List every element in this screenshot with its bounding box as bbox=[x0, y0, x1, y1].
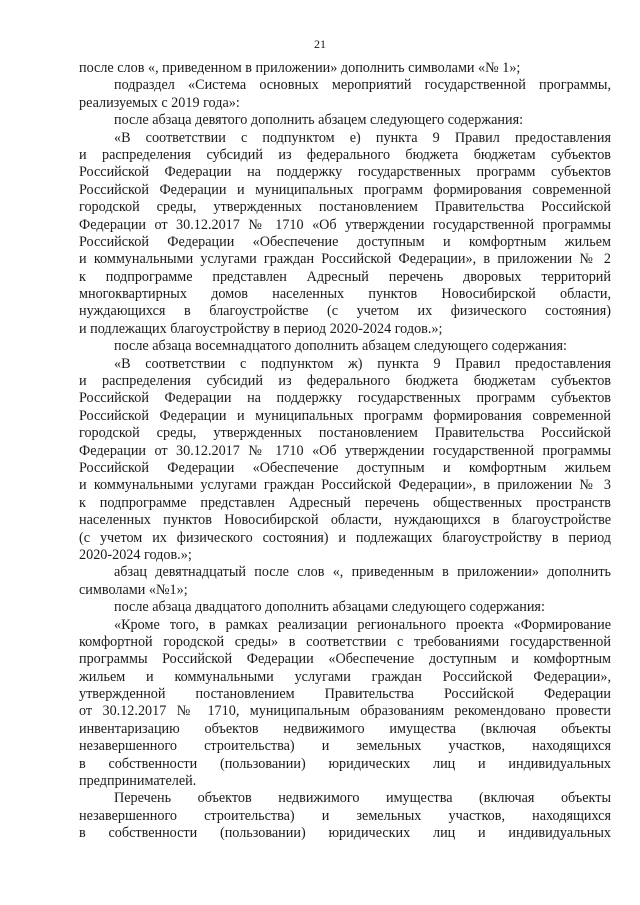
text-line: после абзаца восемнадцатого дополнить абзацем следующего содержания: bbox=[114, 338, 567, 355]
text-line: к подпрограмме представлен Адресный перечень дворовых территорий bbox=[79, 268, 611, 285]
text-line: городской среды, утвержденных постановлением Правительства Российской bbox=[79, 199, 611, 216]
text-line: Российской Федерации и муниципальных программ формирования современной bbox=[79, 181, 611, 198]
text-line: Российской Федерации «Обеспечение доступным и комфортным жильем bbox=[79, 459, 611, 476]
text-line: Федерации от 30.12.2017 № 1710 «Об утверждении государственной программы bbox=[79, 442, 611, 459]
document-body bbox=[79, 60, 611, 843]
text-line: и распределения субсидий из федерального бюджета бюджетам субъектов bbox=[79, 146, 611, 163]
text-line: жильем и коммунальными услугами граждан Российской Федерации», bbox=[79, 668, 611, 685]
text-line: после абзаца двадцатого дополнить абзацами следующего содержания: bbox=[114, 599, 545, 616]
text-line: «Кроме того, в рамках реализации регионального проекта «Формирование bbox=[114, 616, 611, 633]
text-line: от 30.12.2017 № 1710, муниципальным образованиям рекомендовано провести bbox=[79, 703, 611, 720]
text-line: символами «№1»; bbox=[79, 581, 188, 598]
text-line: реализуемых с 2019 года»: bbox=[79, 94, 240, 111]
text-line: комфортной городской среды» в соответствии с требованиями государственной bbox=[79, 633, 611, 650]
page-number: 21 bbox=[314, 37, 326, 51]
text-line: и подлежащих благоустройству в период 2020-2024 годов.»; bbox=[79, 320, 443, 337]
text-line: программы Российской Федерации «Обеспечение доступным и комфортным bbox=[79, 651, 611, 668]
text-line: и коммунальными услугами граждан Российской Федерации», в приложении № 2 bbox=[79, 251, 611, 268]
text-line: подраздел «Система основных мероприятий государственной программы, bbox=[114, 77, 611, 94]
text-line: (с учетом их физического состояния) и подлежащих благоустройству в период bbox=[79, 529, 611, 546]
text-line: Российской Федерации на поддержку государственных программ субъектов bbox=[79, 164, 611, 181]
text-line: незавершенного строительства) и земельных участков, находящихся bbox=[79, 738, 611, 755]
text-line: незавершенного строительства) и земельных участков, находящихся bbox=[79, 807, 611, 824]
text-line: после слов «, приведенном в приложении» дополнить символами «№ 1»; bbox=[79, 60, 521, 76]
text-line: после абзаца девятого дополнить абзацем следующего содержания: bbox=[114, 112, 524, 129]
text-line: Российской Федерации «Обеспечение доступным и комфортным жильем bbox=[79, 233, 611, 250]
text-line: к подпрограмме представлен Адресный перечень общественных пространств bbox=[79, 494, 611, 511]
text-line: инвентаризацию объектов недвижимого имущества (включая объекты bbox=[79, 720, 611, 737]
text-line: «В соответствии с подпунктом е) пункта 9 Правил предоставления bbox=[114, 129, 611, 146]
text-line: в собственности (пользовании) юридических лиц и индивидуальных bbox=[79, 825, 611, 842]
text-line: в собственности (пользовании) юридических лиц и индивидуальных bbox=[79, 755, 611, 772]
text-line: Перечень объектов недвижимого имущества (включая объекты bbox=[114, 790, 611, 807]
text-line: Российской Федерации на поддержку государственных программ субъектов bbox=[79, 390, 611, 407]
text-line: и распределения субсидий из федерального бюджета бюджетам субъектов bbox=[79, 373, 611, 390]
text-line: населенных пунктов Новосибирской области, нуждающихся в благоустройстве bbox=[79, 512, 611, 529]
text-line: нуждающихся в благоустройстве (с учетом их физического состояния) bbox=[79, 303, 611, 320]
text-line: утвержденной постановлением Правительства Российской Федерации bbox=[79, 686, 611, 703]
text-line: Российской Федерации и муниципальных программ формирования современной bbox=[79, 407, 611, 424]
text-line: 2020-2024 годов.»; bbox=[79, 546, 192, 563]
text-line: городской среды, утвержденных постановлением Правительства Российской bbox=[79, 425, 611, 442]
text-line: абзац девятнадцатый после слов «, приведенным в приложении» дополнить bbox=[114, 564, 611, 581]
text-line: и коммунальными услугами граждан Российской Федерации», в приложении № 3 bbox=[79, 477, 611, 494]
text-line: Федерации от 30.12.2017 № 1710 «Об утверждении государственной программы bbox=[79, 216, 611, 233]
text-line: «В соответствии с подпунктом ж) пункта 9 Правил предоставления bbox=[114, 355, 611, 372]
text-line: многоквартирных домов населенных пунктов Новосибирской области, bbox=[79, 286, 611, 303]
text-line: предпринимателей. bbox=[79, 773, 197, 790]
